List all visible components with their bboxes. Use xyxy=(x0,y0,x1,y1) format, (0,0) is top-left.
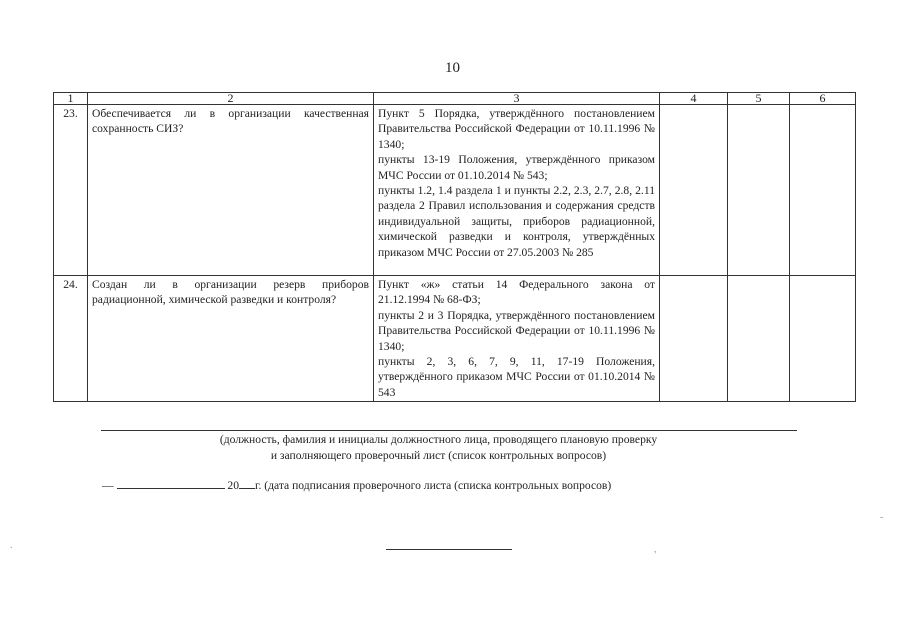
column-header: 3 xyxy=(374,93,660,105)
legal-basis-item: пункты 2, 3, 6, 7, 9, 11, 17-19 Положения, утверждённого приказом МЧС России от 01.10.2014 № 543 xyxy=(378,355,655,399)
date-caption: г. (дата подписания проверочного листа (списка контрольных вопросов) xyxy=(255,479,612,492)
legal-basis-item: пункты 1.2, 1.4 раздела 1 и пункты 2.2, 2.3, 2.7, 2.8, 2.11 раздела 2 Правил использования и содержания средств индивидуальной защиты, приборов радиационной, химической разведки и контроля, утверждённых приказом МЧС России от 27.05.2003 № 285 xyxy=(378,184,655,259)
signing-date-line xyxy=(102,478,611,492)
cell-col6 xyxy=(790,105,856,276)
signature-caption-line2: и заполняющего проверочный лист (список контрольных вопросов) xyxy=(270,449,607,462)
cell-col4 xyxy=(660,105,728,276)
table-row xyxy=(54,276,856,402)
legal-basis-item: пункты 2 и 3 Порядка, утверждённого постановлением Правительства Российской Федерации от 10.11.1996 № 1340; xyxy=(378,308,655,353)
checklist-table xyxy=(53,92,856,402)
legal-basis-item: Пункт 5 Порядка, утверждённого постановлением Правительства Российской Федерации от 10.11.1996 № 1340; xyxy=(378,107,655,151)
cell-col5 xyxy=(728,276,790,402)
scan-artifact: . xyxy=(10,540,13,551)
row-legal-basis xyxy=(374,105,660,276)
legal-basis-item: пункты 13-19 Положения, утверждённого приказом МЧС России от 01.10.2014 № 543; xyxy=(378,153,655,182)
signature-line xyxy=(101,430,797,431)
row-number: 23. xyxy=(54,105,88,276)
column-header: 2 xyxy=(88,93,374,105)
page-number: 10 xyxy=(445,60,460,76)
cell-col6 xyxy=(790,276,856,402)
closing-line xyxy=(386,549,512,550)
row-question: Создан ли в организации резерв приборов радиационной, химической разведки и контроля? xyxy=(88,276,374,402)
date-blank-year xyxy=(239,478,255,489)
date-year-prefix: 20 xyxy=(227,479,239,492)
scan-artifact: , xyxy=(654,544,657,555)
cell-col4 xyxy=(660,276,728,402)
column-header: 1 xyxy=(54,93,88,105)
signature-caption-line1: (должность, фамилия и инициалы должностного лица, проводящего плановую проверку xyxy=(219,433,658,446)
legal-basis-item: Пункт «ж» статьи 14 Федерального закона от 21.12.1994 № 68-ФЗ; xyxy=(378,278,655,307)
column-header: 4 xyxy=(660,93,728,105)
column-header: 5 xyxy=(728,93,790,105)
cell-col5 xyxy=(728,105,790,276)
scan-artifact: - xyxy=(880,512,884,523)
table-row xyxy=(54,105,856,276)
date-blank-day-month xyxy=(117,478,225,489)
row-legal-basis xyxy=(374,276,660,402)
row-question: Обеспечивается ли в организации качественная сохранность СИЗ? xyxy=(88,105,374,276)
row-number: 24. xyxy=(54,276,88,402)
table-header-row xyxy=(54,93,856,105)
date-dash: — xyxy=(102,479,114,492)
column-header: 6 xyxy=(790,93,856,105)
